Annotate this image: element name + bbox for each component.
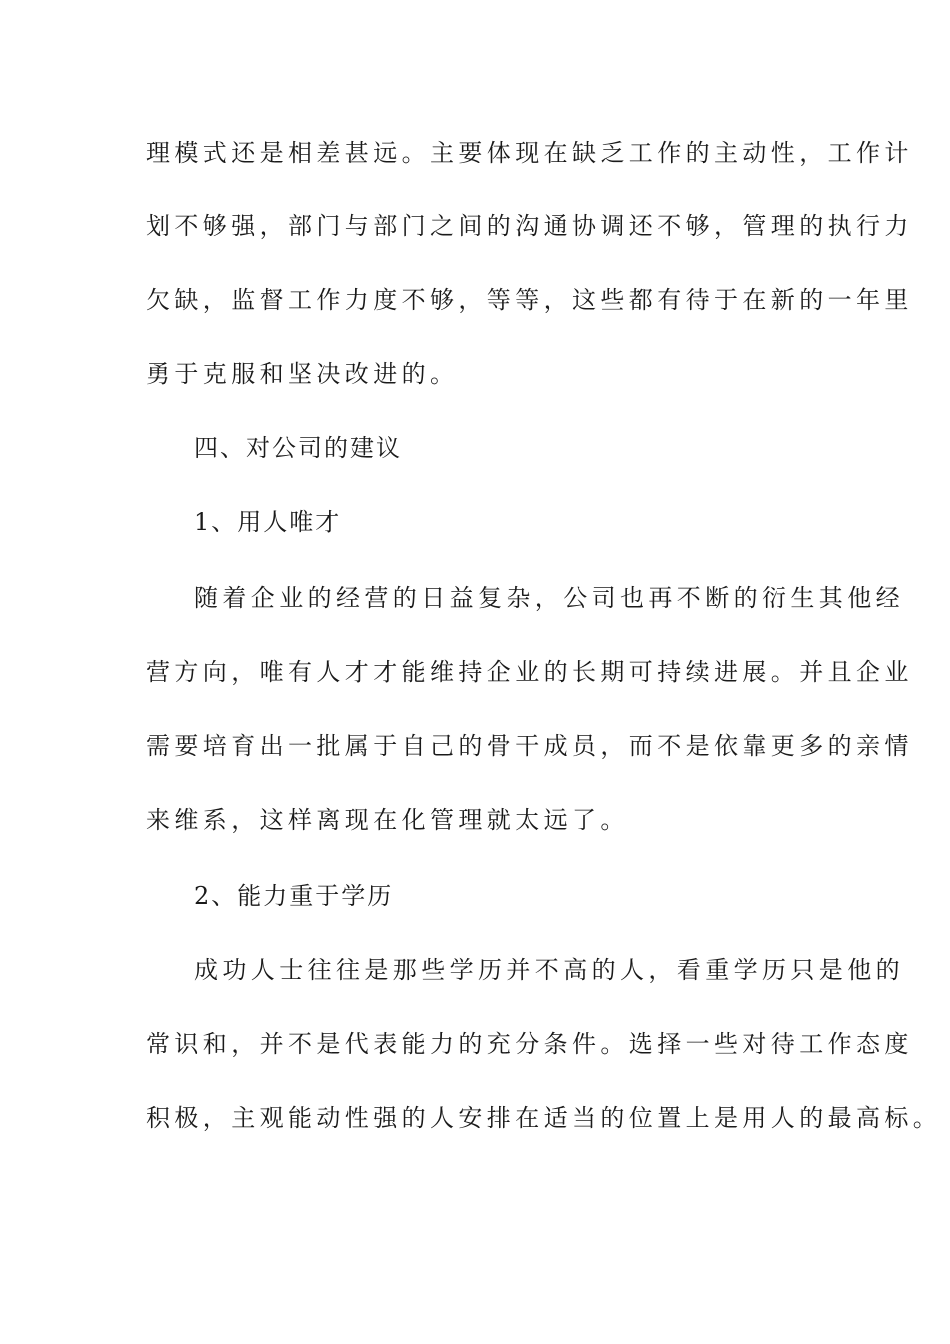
paragraph-line: 随着企业的经营的日益复杂，公司也再不断的衍生其他经: [194, 584, 904, 612]
section-heading: 四、对公司的建议: [194, 434, 402, 462]
paragraph-line: 欠缺，监督工作力度不够，等等，这些都有待于在新的一年里: [146, 286, 913, 314]
paragraph-line: 勇于克服和坚决改进的。: [146, 360, 459, 388]
paragraph-line: 理模式还是相差甚远。主要体现在缺乏工作的主动性，工作计: [146, 139, 913, 167]
paragraph-line: 成功人士往往是那些学历并不高的人，看重学历只是他的: [194, 956, 904, 984]
paragraph-line: 需要培育出一批属于自己的骨干成员，而不是依靠更多的亲情: [146, 732, 913, 760]
paragraph-line: 营方向，唯有人才才能维持企业的长期可持续进展。并且企业: [146, 658, 913, 686]
item-heading: 2、能力重于学历: [194, 882, 394, 910]
paragraph-line: 积极，主观能动性强的人安排在适当的位置上是用人的最高标。: [146, 1104, 942, 1132]
item-heading: 1、用人唯才: [194, 508, 342, 536]
paragraph-line: 来维系，这样离现在化管理就太远了。: [146, 806, 629, 834]
paragraph-line: 划不够强，部门与部门之间的沟通协调还不够，管理的执行力: [146, 212, 913, 240]
paragraph-line: 常识和，并不是代表能力的充分条件。选择一些对待工作态度: [146, 1030, 913, 1058]
